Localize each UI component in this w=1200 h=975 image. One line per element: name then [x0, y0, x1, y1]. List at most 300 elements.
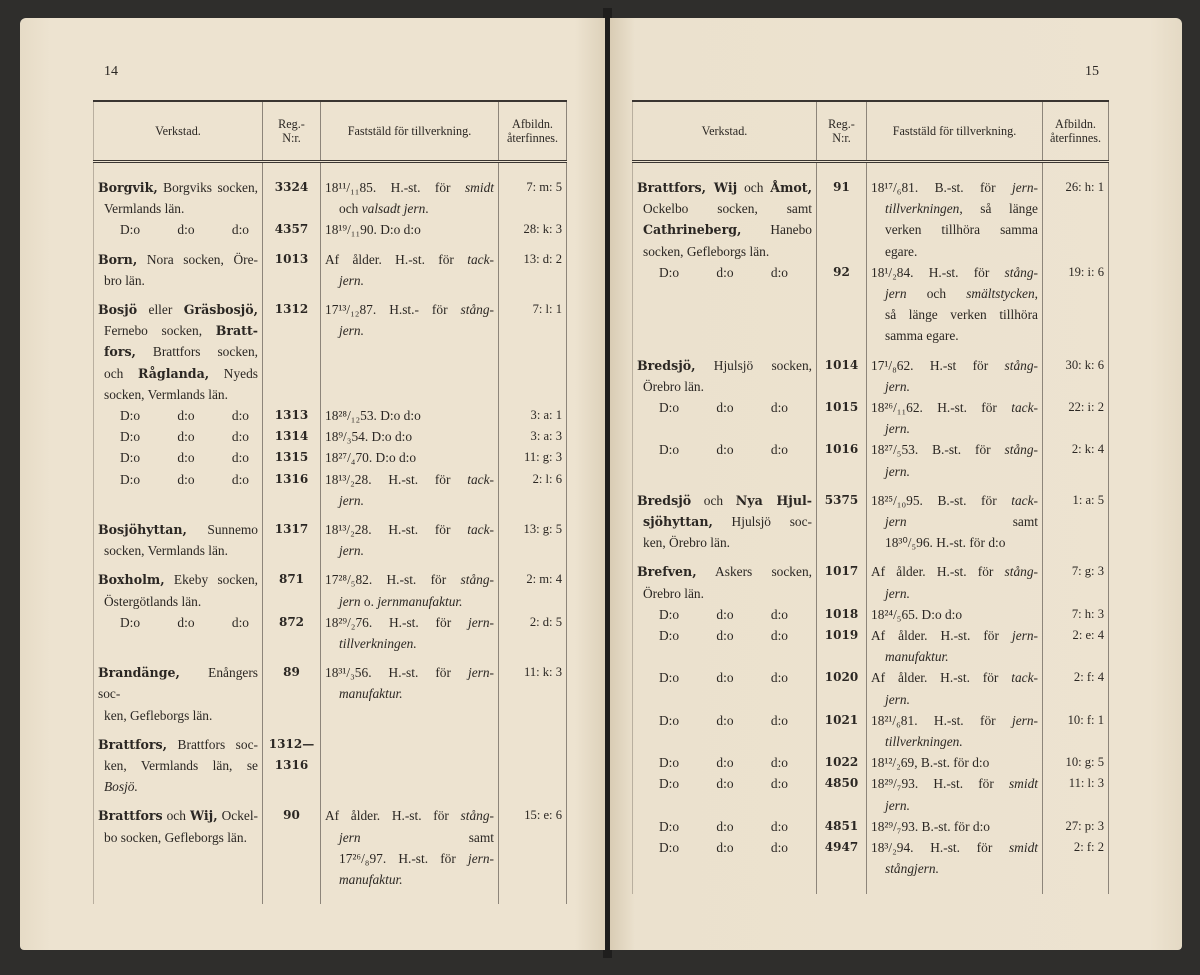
text: Af ålder. H.-st. för	[871, 564, 1005, 580]
faststald-cell	[867, 752, 1043, 773]
text-line	[871, 689, 1038, 710]
reg-number: 1020	[824, 670, 859, 685]
text: Brattfors socken,	[135, 344, 258, 360]
faststald-cell	[321, 162, 499, 220]
plate-reference: 2: k: 4	[1071, 442, 1104, 457]
reg-number: 92	[833, 264, 850, 279]
italic-text: tack-	[1011, 492, 1038, 508]
table-row	[633, 773, 1109, 815]
reg-number: 4851	[824, 818, 859, 833]
text: Vermlands län.	[104, 201, 185, 217]
text-line	[325, 683, 494, 704]
text: D:o d:o d:o	[120, 429, 250, 445]
plate-reference: 11: l: 3	[1068, 776, 1104, 791]
plate-reference: 2: f: 2	[1073, 840, 1104, 855]
italic-text: tack-	[1011, 400, 1038, 416]
text: D:o d:o d:o	[659, 628, 789, 644]
italic-text: jern.	[885, 463, 910, 479]
text-line	[871, 752, 1038, 773]
bold-text: Boxholm,	[98, 572, 165, 588]
text: Borgviks socken,	[157, 180, 258, 195]
text: Hjulsjö socken,	[695, 357, 812, 373]
italic-text: manufaktur.	[885, 649, 949, 665]
text-line	[637, 667, 812, 688]
text: 18²⁹/₂76. H.-st. för	[325, 614, 468, 630]
text-line	[871, 511, 1038, 532]
text: Fernebo socken,	[104, 323, 216, 339]
text: eller	[137, 302, 184, 318]
text-line	[871, 710, 1038, 731]
filler-cell	[94, 890, 263, 904]
verkstad-cell	[633, 710, 817, 752]
text-line	[325, 249, 494, 270]
italic-text: tillverkningen.	[339, 636, 417, 652]
bold-text: Gräsbosjö,	[183, 302, 258, 318]
plate-reference: 2: f: 4	[1073, 670, 1104, 685]
text-line	[637, 511, 812, 532]
verkstad-cell	[633, 604, 817, 625]
text: bro län.	[104, 272, 145, 288]
reg-number-cell	[817, 816, 867, 837]
table-row	[633, 347, 1109, 397]
plate-reference: 13: g: 5	[523, 522, 562, 537]
reg-number: 1014	[824, 357, 859, 372]
text-line	[98, 662, 258, 704]
italic-text: tack-	[467, 251, 494, 267]
text-line	[325, 198, 494, 219]
text-line	[871, 198, 1038, 219]
verkstad-cell	[94, 726, 263, 798]
italic-text: stång-	[1004, 357, 1038, 373]
plate-reference: 3: a: 1	[530, 408, 562, 423]
reg-number-cell	[817, 482, 867, 554]
italic-text: stång-	[460, 572, 494, 588]
faststald-cell	[321, 612, 499, 654]
text-line	[325, 405, 494, 426]
reg-number-cell	[263, 219, 321, 240]
text: 17²⁶/₈97. H.-st. för	[339, 850, 468, 866]
text: 18²⁹/₇93. B.-st. för d:o	[871, 818, 990, 834]
reg-number-cell	[817, 262, 867, 347]
text-line	[871, 604, 1038, 625]
verkstad-cell	[633, 625, 817, 667]
text: samt	[360, 829, 494, 845]
table-row	[94, 447, 567, 468]
plate-reference: 10: g: 5	[1065, 755, 1104, 770]
text: , så länge	[959, 201, 1038, 217]
text: 18²⁸/₁₂53. D:o d:o	[325, 408, 421, 424]
faststald-cell	[321, 469, 499, 511]
text: 18¹/₂84. H.-st. för	[871, 264, 1005, 280]
text: och	[162, 808, 190, 824]
verkstad-cell	[633, 752, 817, 773]
reg-number-cell	[263, 511, 321, 561]
text: Af ålder. H.-st. för	[871, 628, 1012, 644]
text-line	[98, 249, 258, 270]
text-line	[871, 397, 1038, 418]
bold-text: Bosjö	[98, 302, 138, 318]
italic-text: jern-	[1011, 712, 1038, 728]
text-line	[871, 177, 1038, 198]
bold-text: Bratt-	[215, 323, 258, 339]
text-line	[871, 646, 1038, 667]
text: Hjulsjö soc-	[712, 514, 812, 530]
bold-text: Brattfors, Wij	[637, 180, 738, 195]
plate-reference: 10: f: 1	[1067, 712, 1104, 727]
reg-number-cell	[817, 837, 867, 879]
verkstad-cell	[633, 262, 817, 347]
text-line	[637, 752, 812, 773]
text-line	[325, 612, 494, 633]
text: Sunnemo	[186, 522, 258, 538]
text-line	[637, 397, 812, 418]
text-line	[871, 625, 1038, 646]
table-row	[94, 405, 567, 426]
afbildn-cell	[1043, 262, 1109, 347]
text-line	[325, 219, 494, 240]
text: 18¹³/₂28. H.-st. för	[325, 471, 468, 487]
reg-number: 1316	[274, 471, 309, 486]
text-line	[325, 519, 494, 540]
italic-text: manufaktur.	[339, 872, 403, 888]
text-line	[98, 805, 258, 826]
faststald-cell	[321, 447, 499, 468]
reg-number-cell	[817, 604, 867, 625]
reg-number-cell	[263, 291, 321, 405]
italic-text: smidt	[464, 180, 494, 195]
text-line	[871, 858, 1038, 879]
italic-text: tillverkningen	[885, 201, 960, 217]
text: 18¹⁷/₆81. B.-st. för	[871, 180, 1012, 195]
text-line	[325, 633, 494, 654]
faststald-cell	[321, 241, 499, 291]
faststald-cell	[867, 773, 1043, 815]
reg-number: 1022	[824, 755, 859, 770]
table-row	[94, 426, 567, 447]
italic-text: jern.	[885, 585, 910, 601]
italic-text: smidt	[1008, 776, 1038, 792]
text: .	[425, 201, 429, 217]
text: och	[737, 180, 771, 195]
text-line	[325, 490, 494, 511]
reg-number-cell	[817, 439, 867, 481]
bold-text: fors,	[104, 344, 136, 360]
text-line	[637, 439, 812, 460]
text-line	[325, 469, 494, 490]
text: 18²⁷/₄70. D:o d:o	[325, 450, 417, 466]
faststald-cell	[867, 162, 1043, 262]
table-row	[94, 511, 567, 561]
text-line	[871, 837, 1038, 858]
reg-number: 90	[283, 808, 300, 823]
text-line	[325, 540, 494, 561]
header-verkstad: Verkstad.	[633, 101, 817, 162]
bold-text: Råglanda,	[137, 365, 210, 381]
table-row	[633, 816, 1109, 837]
text: Nyeds	[209, 365, 258, 381]
bold-text: Wij,	[189, 808, 218, 824]
filler-cell	[499, 890, 567, 904]
text: socken, Vermlands län.	[104, 543, 228, 559]
plate-reference: 1: a: 5	[1072, 492, 1104, 507]
header-afbildn: Afbildn. återfinnes.	[499, 101, 567, 162]
reg-number-cell	[263, 405, 321, 426]
text: Örebro län.	[643, 378, 704, 394]
italic-text: smältstycken	[966, 286, 1035, 302]
bold-text: Cathrineberg,	[643, 222, 742, 238]
italic-text: jern.	[339, 492, 364, 508]
italic-text: tack-	[467, 522, 494, 538]
header-reg-nr: Reg.- N:r.	[817, 101, 867, 162]
header-faststald: Faststäld för tillverkning.	[867, 101, 1043, 162]
faststald-cell	[867, 710, 1043, 752]
filler-cell	[263, 890, 321, 904]
plate-reference: 2: e: 4	[1072, 628, 1104, 643]
text-line	[871, 731, 1038, 752]
italic-text: jern.	[885, 378, 910, 394]
text-line	[637, 816, 812, 837]
text: D:o d:o d:o	[659, 818, 789, 834]
plate-reference: 28: k: 3	[523, 222, 562, 237]
text-line	[98, 198, 258, 219]
text-line	[325, 299, 494, 320]
filler-cell	[867, 880, 1043, 894]
text: ken, Vermlands län, se	[104, 758, 258, 774]
italic-text: Bosjö.	[104, 779, 138, 795]
text: D:o d:o d:o	[659, 755, 789, 771]
table-row	[94, 726, 567, 798]
text-line	[98, 320, 258, 341]
reg-number-cell	[817, 397, 867, 439]
text: Askers socken,	[696, 564, 812, 580]
reg-number: 1016	[824, 442, 859, 457]
register-table	[93, 100, 567, 904]
text-line	[871, 376, 1038, 397]
afbildn-cell	[499, 561, 567, 611]
table-row	[633, 752, 1109, 773]
reg-number: 4357	[274, 222, 309, 237]
text-line	[325, 177, 494, 198]
reg-number-cell	[817, 625, 867, 667]
text: D:o d:o d:o	[659, 264, 789, 280]
bold-text: Brattfors,	[98, 736, 168, 752]
bold-text: Born,	[98, 251, 138, 267]
text-line	[325, 447, 494, 468]
text-line	[98, 177, 258, 198]
reg-number: 872	[278, 614, 305, 629]
text-line	[871, 262, 1038, 283]
afbildn-cell	[499, 219, 567, 240]
faststald-cell	[321, 219, 499, 240]
text: socken, Gefleborgs län.	[643, 243, 770, 259]
afbildn-cell	[499, 447, 567, 468]
text-line	[871, 418, 1038, 439]
text-line	[871, 461, 1038, 482]
table-row	[633, 553, 1109, 603]
text-line	[325, 662, 494, 683]
text: D:o d:o d:o	[659, 840, 789, 856]
plate-reference: 7: h: 3	[1071, 606, 1104, 621]
text: 18³⁰/₅96. H.-st. för d:o	[885, 535, 1006, 551]
verkstad-cell	[633, 816, 817, 837]
italic-text: jern	[339, 829, 361, 845]
reg-number: 89	[283, 665, 300, 680]
plate-reference: 30: k: 6	[1065, 357, 1104, 372]
text-line	[98, 591, 258, 612]
italic-text: tillverkningen.	[885, 734, 963, 750]
text: D:o d:o d:o	[659, 442, 789, 458]
text: 18²⁷/₅53. B.-st. för	[871, 442, 1005, 458]
text-line	[98, 776, 258, 797]
afbildn-cell	[499, 426, 567, 447]
text: 18¹³/₂28. H.-st. för	[325, 522, 468, 538]
italic-text: smidt	[1008, 840, 1038, 856]
text: D:o d:o d:o	[659, 670, 789, 686]
italic-text: jern.	[885, 421, 910, 437]
text: bo socken, Gefleborgs län.	[104, 829, 247, 845]
text: D:o d:o d:o	[659, 776, 789, 792]
verkstad-cell	[633, 553, 817, 603]
text: Hanebo	[741, 222, 812, 238]
faststald-cell	[321, 511, 499, 561]
text: Örebro län.	[643, 585, 704, 601]
text-line	[98, 405, 258, 426]
text-line	[871, 439, 1038, 460]
plate-reference: 27: p: 3	[1065, 818, 1104, 833]
text: Nora socken, Öre-	[137, 251, 258, 267]
reg-number-cell	[817, 347, 867, 397]
faststald-cell	[321, 561, 499, 611]
text-line	[98, 519, 258, 540]
afbildn-cell	[499, 241, 567, 291]
text: och	[339, 201, 362, 217]
plate-reference: 11: g: 3	[523, 450, 562, 465]
italic-text: jern.	[339, 272, 364, 288]
text-line	[98, 540, 258, 561]
text: D:o d:o d:o	[659, 606, 789, 622]
text-line	[98, 705, 258, 726]
bold-text: Bredsjö,	[637, 357, 696, 373]
text: 18⁹/₃54. D:o d:o	[325, 429, 413, 445]
reg-number-cell	[263, 426, 321, 447]
afbildn-cell	[499, 405, 567, 426]
reg-number: 1018	[824, 606, 859, 621]
text: 18³¹/₃56. H.-st. för	[325, 665, 468, 681]
plate-reference: 2: m: 4	[526, 572, 562, 587]
verkstad-cell	[633, 837, 817, 879]
reg-number-cell	[263, 612, 321, 654]
text-line	[637, 604, 812, 625]
italic-text: stångjern.	[885, 861, 939, 877]
text: D:o d:o d:o	[120, 222, 250, 238]
text: Enångers soc-	[98, 665, 258, 702]
text: 18²⁴/₅65. D:o d:o	[871, 606, 963, 622]
reg-number-cell	[263, 726, 321, 798]
reg-number: 1019	[824, 628, 859, 643]
text: D:o d:o d:o	[120, 408, 250, 424]
table-row	[633, 710, 1109, 752]
verkstad-cell	[94, 654, 263, 726]
verkstad-cell	[633, 347, 817, 397]
text-line	[871, 325, 1038, 346]
register-table	[632, 100, 1109, 894]
reg-number-cell	[263, 797, 321, 890]
filler-cell	[817, 880, 867, 894]
text: D:o d:o d:o	[120, 471, 250, 487]
afbildn-cell	[1043, 667, 1109, 709]
afbildn-cell	[1043, 625, 1109, 667]
faststald-cell	[321, 654, 499, 726]
text-line	[871, 283, 1038, 304]
plate-reference: 7: m: 5	[526, 180, 562, 194]
afbildn-cell	[1043, 482, 1109, 554]
text: ken, Gefleborgs län.	[104, 707, 213, 723]
text: ken, Örebro län.	[643, 535, 731, 551]
bold-text: Borgvik,	[98, 180, 158, 195]
text-line	[871, 583, 1038, 604]
table-row	[633, 162, 1109, 262]
reg-number: 1314	[274, 429, 309, 444]
afbildn-cell	[1043, 347, 1109, 397]
text: D:o d:o d:o	[659, 712, 789, 728]
italic-text: jern-	[1011, 628, 1038, 644]
verkstad-cell	[94, 797, 263, 890]
reg-number-cell	[817, 553, 867, 603]
plate-reference: 3: a: 3	[530, 429, 562, 444]
filler-cell	[1043, 880, 1109, 894]
plate-reference: 2: d: 5	[529, 614, 562, 629]
faststald-cell	[321, 797, 499, 890]
reg-number-cell	[263, 561, 321, 611]
plate-reference: 26: h: 1	[1065, 180, 1104, 194]
table-row	[94, 797, 567, 890]
text-line	[325, 320, 494, 341]
text: 17¹/₈62. H.-st för	[871, 357, 1005, 373]
text-line	[637, 376, 812, 397]
reg-number: 1313	[274, 408, 309, 423]
page-number: 14	[104, 64, 118, 79]
text-line	[637, 198, 812, 219]
text-line	[871, 816, 1038, 837]
verkstad-cell	[94, 219, 263, 240]
afbildn-cell	[499, 469, 567, 511]
italic-text: jern	[885, 286, 907, 302]
table-row	[94, 654, 567, 726]
text: egare.	[885, 243, 918, 259]
verkstad-cell	[94, 405, 263, 426]
text: samma egare.	[885, 328, 959, 344]
italic-text: jern-	[1011, 180, 1038, 195]
afbildn-cell	[499, 612, 567, 654]
reg-number: 1312—	[268, 736, 315, 751]
bold-text: Brandänge,	[98, 665, 180, 681]
reg-number-cell	[817, 667, 867, 709]
bold-text: Bosjöhyttan,	[98, 522, 187, 538]
text: så länge verken tillhöra	[885, 307, 1038, 323]
bold-text: Brattfors	[98, 808, 163, 824]
text-line	[871, 490, 1038, 511]
text: 18¹²/₂69, B.-st. för d:o	[871, 755, 990, 771]
faststald-cell	[867, 667, 1043, 709]
table-row	[633, 837, 1109, 879]
faststald-cell	[867, 553, 1043, 603]
faststald-cell	[867, 604, 1043, 625]
afbildn-cell	[1043, 604, 1109, 625]
text: Af ålder. H.-st. för	[325, 808, 461, 824]
plate-reference: 2: l: 6	[532, 471, 562, 486]
bold-text: Nya Hjul-	[735, 492, 813, 508]
reg-number: 4947	[824, 840, 859, 855]
